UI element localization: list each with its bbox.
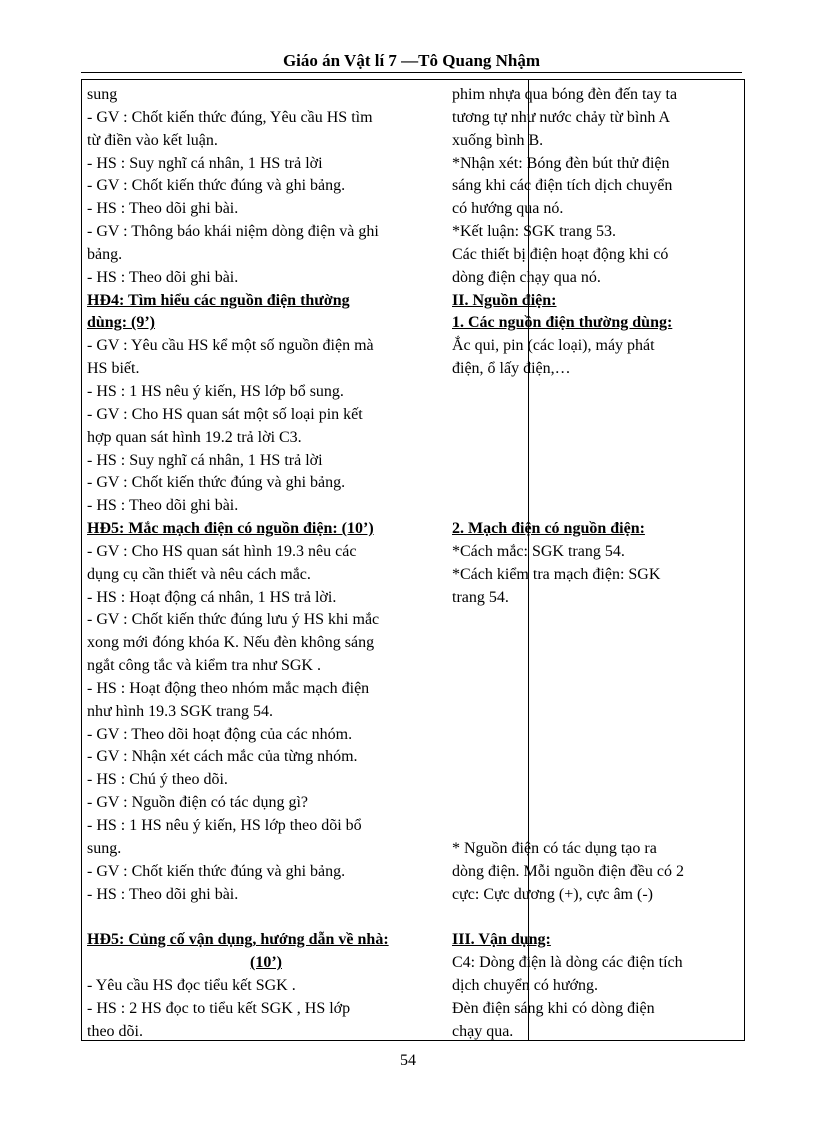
text-line: - HS : 1 HS nêu ý kiến, HS lớp theo dõi bổ: [87, 817, 362, 834]
blank-line: [452, 678, 737, 701]
text-line: - HS : Hoạt động cá nhân, 1 HS trả lời.: [87, 588, 337, 606]
blank-line: [452, 746, 737, 769]
blank-line: [452, 815, 737, 838]
text-line: HS biết.: [87, 360, 140, 378]
text-line: dụng cụ cần thiết và nêu cách mắc.: [87, 565, 311, 583]
activity-heading-consolidation-time: (10’): [250, 954, 282, 972]
blank-line: [452, 724, 737, 747]
page-header: Giáo án Vật lí 7 —Tô Quang Nhậm: [282, 51, 541, 70]
blank-line: [452, 495, 737, 518]
blank-line: [452, 792, 737, 815]
text-line: - GV : Nguồn điện có tác dụng gì?: [87, 794, 308, 812]
lesson-content-column: [452, 84, 737, 1043]
text-line: tương tự như nước chảy từ bình A: [452, 108, 671, 126]
text-line: - GV : Chốt kiến thức đúng và ghi bảng.: [87, 177, 346, 195]
text-line: - GV : Chốt kiến thức đúng lưu ý HS khi mắc: [87, 611, 380, 629]
text-line: - GV : Theo dõi hoạt động của các nhóm.: [87, 725, 353, 743]
blank-line: [452, 632, 737, 655]
text-line: *Cách kiểm tra mạch điện: SGK: [452, 565, 661, 583]
text-line-c4: C4: Dòng điện là dòng các điện tích: [452, 954, 683, 972]
activity-heading-hd5: HĐ5: Mắc mạch điện có nguồn điện: (10’): [87, 520, 374, 538]
text-line: sung.: [87, 839, 122, 857]
text-line: - HS : Theo dõi ghi bài.: [87, 885, 239, 903]
text-line: như hình 19.3 SGK trang 54.: [87, 702, 273, 720]
text-line: *Nhận xét: Bóng đèn bút thử điện: [452, 154, 670, 172]
text-line: dòng điện chạy qua nó.: [452, 268, 601, 286]
blank-line: [452, 769, 737, 792]
text-line: điện, ổ lấy điện,…: [452, 360, 571, 378]
activity-heading-hd4: HĐ4: Tìm hiểu các nguồn điện thường: [87, 291, 350, 309]
text-line: - HS : Theo dõi ghi bài.: [87, 497, 239, 515]
text-line: *Cách mắc: SGK trang 54.: [452, 542, 625, 560]
text-line: *Kết luận: SGK trang 53.: [452, 223, 616, 241]
text-line: - GV : Chốt kiến thức đúng và ghi bảng.: [87, 474, 346, 492]
text-line: cực: Cực dương (+), cực âm (-): [452, 885, 653, 903]
text-line: - GV : Chốt kiến thức đúng, Yêu cầu HS tìm: [87, 108, 373, 126]
blank-line: [452, 701, 737, 724]
blank-line: [452, 404, 737, 427]
header-rule: [81, 72, 742, 73]
blank-line: [452, 655, 737, 678]
text-line: phim nhựa qua bóng đèn đến tay ta: [452, 86, 678, 103]
text-line: sung: [87, 86, 118, 103]
text-line: trang 54.: [452, 588, 509, 606]
blank-line: [452, 381, 737, 404]
text-line: - GV : Yêu cầu HS kể một số nguồn điện mà: [87, 337, 374, 355]
text-line: Đèn điện sáng khi có dòng điện: [452, 999, 655, 1017]
text-line: - GV : Nhận xét cách mắc của từng nhóm.: [87, 748, 358, 766]
text-line: Ắc qui, pin (các loại), máy phát: [452, 337, 655, 355]
blank-line: [452, 472, 737, 495]
text-line: ngắt công tắc và kiểm tra như SGK .: [87, 657, 321, 675]
text-line: từ điền vào kết luận.: [87, 131, 218, 149]
text-line: - GV : Thông báo khái niệm dòng điện và ghi: [87, 223, 379, 241]
text-line: xong mới đóng khóa K. Nếu đèn không sáng: [87, 634, 375, 652]
text-line: - HS : Hoạt động theo nhóm mắc mạch điện: [87, 679, 370, 697]
text-line: - HS : Suy nghĩ cá nhân, 1 HS trả lời: [87, 154, 323, 172]
text-line: Các thiết bị điện hoạt động khi có: [452, 245, 669, 263]
text-line: - GV : Cho HS quan sát một số loại pin kết: [87, 405, 363, 423]
text-line: sáng khi các điện tích dịch chuyển: [452, 177, 673, 195]
text-line: dịch chuyển có hướng.: [452, 976, 598, 994]
text-line: - GV : Chốt kiến thức đúng và ghi bảng.: [87, 862, 346, 880]
text-line: bảng.: [87, 245, 123, 263]
text-line: - GV : Cho HS quan sát hình 19.3 nêu các: [87, 542, 357, 560]
text-line: - Yêu cầu HS đọc tiểu kết SGK .: [87, 976, 296, 994]
subsection-heading-common-sources: 1. Các nguồn điện thường dùng:: [452, 314, 673, 332]
section-heading-van-dung: III. Vận dụng:: [452, 931, 551, 949]
text-line: - HS : Chú ý theo dõi.: [87, 771, 228, 789]
text-line: - HS : Suy nghĩ cá nhân, 1 HS trả lời: [87, 451, 323, 469]
activity-heading-consolidation: HĐ5: Củng cố vận dụng, hướng dẫn về nhà:: [87, 931, 389, 949]
activity-heading-hd4-time: dùng: (9’): [87, 314, 156, 332]
lesson-table: [81, 79, 745, 1041]
section-heading-nguon-dien: II. Nguồn điện:: [452, 291, 557, 309]
blank-line: [452, 609, 737, 632]
text-line: - HS : Theo dõi ghi bài.: [87, 268, 239, 286]
blank-line: [452, 427, 737, 450]
subsection-heading-circuit: 2. Mạch điện có nguồn điện:: [452, 520, 645, 538]
text-line: hợp quan sát hình 19.2 trả lời C3.: [87, 428, 302, 446]
teacher-student-activities-column: [87, 84, 445, 1043]
blank-line: [87, 906, 445, 929]
text-line: có hướng qua nó.: [452, 200, 564, 218]
text-line: - HS : Theo dõi ghi bài.: [87, 200, 239, 218]
text-line: xuống bình B.: [452, 131, 544, 149]
text-line: - HS : 1 HS nêu ý kiến, HS lớp bổ sung.: [87, 382, 344, 400]
text-line: * Nguồn điện có tác dụng tạo ra: [452, 839, 657, 857]
text-line: theo dõi.: [87, 1022, 143, 1040]
page-number: 54: [400, 1052, 416, 1069]
text-line: chạy qua.: [452, 1022, 514, 1040]
blank-line: [452, 906, 737, 929]
text-line: - HS : 2 HS đọc to tiểu kết SGK , HS lớp: [87, 999, 351, 1017]
text-line: dòng điện. Mỗi nguồn điện đều có 2: [452, 862, 684, 880]
blank-line: [452, 450, 737, 473]
